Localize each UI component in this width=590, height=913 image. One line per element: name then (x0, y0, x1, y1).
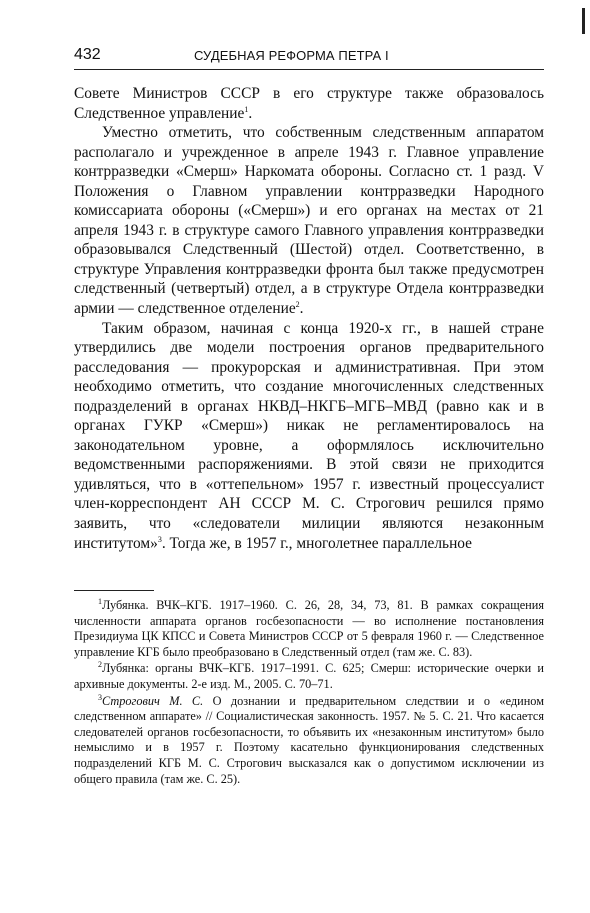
paragraph-3 (74, 319, 544, 554)
running-head: СУДЕБНАЯ РЕФОРМА ПЕТРА I (194, 48, 389, 63)
paragraph-1 (74, 84, 544, 123)
page-edge-mark (582, 8, 585, 34)
footnote-ref-1: 1 (244, 104, 249, 114)
header-rule (74, 69, 544, 70)
footnote-3-marker: 3 (98, 692, 102, 702)
footnote-1-marker: 1 (98, 596, 102, 606)
footnote-3-text: О дознании и предварительном следствии и о «едином следственном аппарате» // Социалистическая законность. 1957. № 5. С. 21. Что касается следователей органов госбезопасности, то объявить их «незаконным институтом» было немыслимо и в 1957 г. Поэтому касательно функционирования следственных подразделений КГБ М. С. Строгович высказался как о допустимом исключении из общего правила (там же. С. 25). (74, 693, 544, 786)
paragraph-1-end: . (248, 104, 253, 122)
footnote-1-text: Лубянка. ВЧК–КГБ. 1917–1960. С. 26, 28, 34, 73, 81. В рамках сокращения численности аппарата органов госбезопасности — во исполнение постановления Президиума ЦК КПСС и Совета Министров СССР от 5 февраля 1960 г. — Следственное управление КГБ было преобразовано в Следственный отдел (там же. С. 83). (74, 598, 544, 659)
paragraph-2-end: . (299, 300, 304, 318)
footnotes (74, 598, 544, 788)
paragraph-2-text: Уместно отметить, что собственным следственным аппаратом располагало и учрежденное в апреле 1943 г. Главное управление контрразведки «Смерш» Наркомата обороны. Согласно ст. 1 разд. V Положения о Главном управлении контрразведки Народного комиссариата обороны («Смерш») и его органах на местах от 21 апреля 1943 г. в структуре самого Главного управления контрразведки образовывался Следственный (Шестой) отдел. Соответственно, в структуре Управления контрразведки фронта был также предусмотрен следственный (четвертый) отдел, а в структуре Отдела контрразведки армии — следственное отделение (74, 124, 544, 318)
main-text (74, 84, 544, 553)
paragraph-3-text: Таким образом, начиная с конца 1920-х гг., в нашей стране утвердились две модели построения органов предварительного расследования — прокурорская и административная. При этом необходимо отметить, что создание многочисленных следственных подразделений в органах НКВД–НКГБ–МГБ–МВД (равно как и в органах ГУКР «Смерш») никак не регламентировалось на законодательном уровне, а оформлялось исключительно ведомственными распоряжениями. В этой связи не приходится удивляться, что в «оттепельном» 1957 г. известный процессуалист член-корреспондент АН СССР М. С. Строгович решился прямо заявить, что «следователи милиции являются незаконным институтом» (74, 319, 544, 552)
page-number: 432 (74, 46, 101, 63)
footnote-2-text: Лубянка: органы ВЧК–КГБ. 1917–1991. С. 625; Смерш: исторические очерки и архивные документы. 2-е изд. М., 2005. С. 70–71. (74, 661, 544, 691)
footnote-2 (74, 661, 544, 692)
paragraph-1-text: Совете Министров СССР в его структуре также образовалось Следственное управление (74, 85, 544, 122)
footnote-3 (74, 694, 544, 788)
paragraph-3-end: . Тогда же, в 1957 г., многолетнее параллельное (161, 534, 473, 552)
footnote-2-marker: 2 (98, 660, 102, 670)
page-header (74, 46, 544, 66)
footnote-ref-2: 2 (295, 299, 300, 309)
paragraph-2 (74, 123, 544, 318)
footnote-ref-3: 3 (157, 534, 162, 544)
footnote-3-author: Строгович М. С. (102, 693, 204, 708)
footnote-rule (74, 590, 154, 591)
footnote-1 (74, 598, 544, 660)
